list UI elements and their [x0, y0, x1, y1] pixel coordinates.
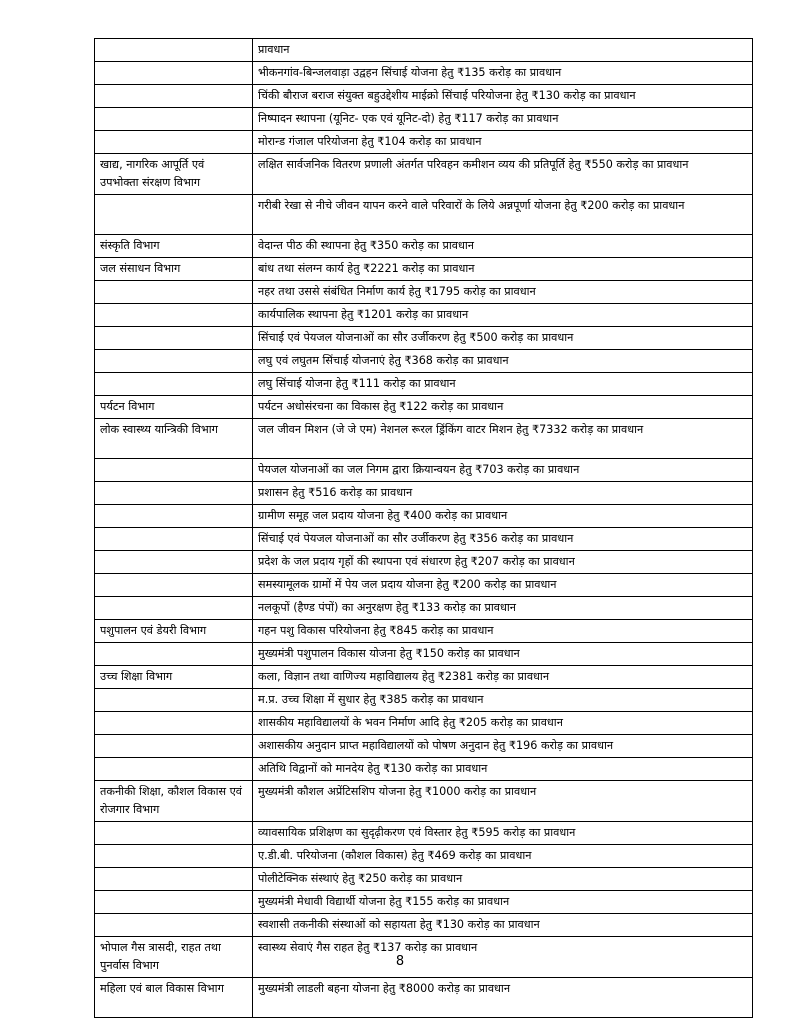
provision-cell: कार्यपालिक स्थापना हेतु ₹1201 करोड़ का प्रावधान — [253, 304, 753, 327]
table-row — [95, 350, 753, 373]
department-cell: तकनीकी शिक्षा, कौशल विकास एवं रोजगार विभाग — [95, 781, 253, 822]
department-cell — [95, 574, 253, 597]
department-cell — [95, 304, 253, 327]
table-row — [95, 712, 753, 735]
department-cell — [95, 281, 253, 304]
table-row — [95, 551, 753, 574]
department-cell: खाद्य, नागरिक आपूर्ति एवं उपभोक्ता संरक्षण विभाग — [95, 154, 253, 195]
department-cell — [95, 891, 253, 914]
department-cell: पर्यटन विभाग — [95, 396, 253, 419]
department-cell — [95, 689, 253, 712]
department-cell — [95, 528, 253, 551]
provision-cell: वेदान्त पीठ की स्थापना हेतु ₹350 करोड़ का प्रावधान — [253, 235, 753, 258]
table-row — [95, 914, 753, 937]
provision-cell: मुख्यमंत्री कौशल अप्रेंटिसशिप योजना हेतु ₹1000 करोड़ का प्रावधान — [253, 781, 753, 822]
table-row — [95, 154, 753, 195]
department-cell — [95, 758, 253, 781]
table-row — [95, 781, 753, 822]
department-cell — [95, 131, 253, 154]
department-cell — [95, 108, 253, 131]
department-cell: जल संसाधन विभाग — [95, 258, 253, 281]
provision-cell: गरीबी रेखा से नीचे जीवन यापन करने वाले परिवारों के लिये अन्नपूर्णा योजना हेतु ₹200 करोड़ का प्रावधान — [253, 195, 753, 235]
provision-cell: सिंचाई एवं पेयजल योजनाओं का सौर उर्जीकरण हेतु ₹356 करोड़ का प्रावधान — [253, 528, 753, 551]
provision-cell: अशासकीय अनुदान प्राप्त महाविद्यालयों को पोषण अनुदान हेतु ₹196 करोड़ का प्रावधान — [253, 735, 753, 758]
provision-cell: पोलीटेक्निक संस्थाएं हेतु ₹250 करोड़ का प्रावधान — [253, 868, 753, 891]
department-cell: संस्कृति विभाग — [95, 235, 253, 258]
provision-cell: अतिथि विद्वानों को मानदेय हेतु ₹130 करोड़ का प्रावधान — [253, 758, 753, 781]
table-row — [95, 868, 753, 891]
department-cell — [95, 822, 253, 845]
provision-cell: प्रशासन हेतु ₹516 करोड़ का प्रावधान — [253, 482, 753, 505]
table-row — [95, 505, 753, 528]
table-row — [95, 735, 753, 758]
table-row — [95, 62, 753, 85]
provision-cell: म.प्र. उच्च शिक्षा में सुधार हेतु ₹385 करोड़ का प्रावधान — [253, 689, 753, 712]
table-row — [95, 597, 753, 620]
provision-cell: कला, विज्ञान तथा वाणिज्य महाविद्यालय हेतु ₹2381 करोड़ का प्रावधान — [253, 666, 753, 689]
department-cell — [95, 62, 253, 85]
table-row — [95, 85, 753, 108]
table-row — [95, 643, 753, 666]
page-number: 8 — [395, 954, 405, 969]
department-cell — [95, 551, 253, 574]
provision-cell: पर्यटन अधोसंरचना का विकास हेतु ₹122 करोड़ का प्रावधान — [253, 396, 753, 419]
table-row — [95, 258, 753, 281]
department-cell — [95, 643, 253, 666]
table-row — [95, 419, 753, 459]
provision-cell: समस्यामूलक ग्रामों में पेय जल प्रदाय योजना हेतु ₹200 करोड़ का प्रावधान — [253, 574, 753, 597]
provision-cell: मुख्यमंत्री मेधावी विद्यार्थी योजना हेतु ₹155 करोड़ का प्रावधान — [253, 891, 753, 914]
table-row — [95, 822, 753, 845]
department-cell — [95, 712, 253, 735]
table-body — [95, 39, 753, 1018]
department-cell — [95, 350, 253, 373]
provision-cell: व्यावसायिक प्रशिक्षण का सुदृढ़ीकरण एवं विस्तार हेतु ₹595 करोड़ का प्रावधान — [253, 822, 753, 845]
provision-cell: चिंकी बौराज बराज संयुक्त बहुउद्देशीय माईक्रो सिंचाई परियोजना हेतु ₹130 करोड़ का प्रावधान — [253, 85, 753, 108]
provision-cell: लक्षित सार्वजनिक वितरण प्रणाली अंतर्गत परिवहन कमीशन व्यय की प्रतिपूर्ति हेतु ₹550 करोड़ का प्रावधान — [253, 154, 753, 195]
table-row — [95, 195, 753, 235]
department-cell — [95, 868, 253, 891]
budget-provisions-table — [94, 38, 753, 1018]
provision-cell: पेयजल योजनाओं का जल निगम द्वारा क्रियान्वयन हेतु ₹703 करोड़ का प्रावधान — [253, 459, 753, 482]
department-cell — [95, 195, 253, 235]
provision-cell: जल जीवन मिशन (जे जे एम) नेशनल रूरल ड्रिंकिंग वाटर मिशन हेतु ₹7332 करोड़ का प्रावधान — [253, 419, 753, 459]
department-cell — [95, 459, 253, 482]
department-cell — [95, 914, 253, 937]
provision-cell: ग्रामीण समूह जल प्रदाय योजना हेतु ₹400 करोड़ का प्रावधान — [253, 505, 753, 528]
provision-cell: मुख्यमंत्री पशुपालन विकास योजना हेतु ₹150 करोड़ का प्रावधान — [253, 643, 753, 666]
provision-cell: प्रावधान — [253, 39, 753, 62]
provision-cell: निष्पादन स्थापना (यूनिट- एक एवं यूनिट-दो) हेतु ₹117 करोड़ का प्रावधान — [253, 108, 753, 131]
provision-cell: बांध तथा संलग्न कार्य हेतु ₹2221 करोड़ का प्रावधान — [253, 258, 753, 281]
provision-cell: भीकनगांव-बिन्जलवाड़ा उद्वहन सिंचाई योजना हेतु ₹135 करोड़ का प्रावधान — [253, 62, 753, 85]
table-row — [95, 758, 753, 781]
provision-cell: लघु एवं लघुतम सिंचाई योजनाएं हेतु ₹368 करोड़ का प्रावधान — [253, 350, 753, 373]
table-row — [95, 620, 753, 643]
department-cell: पशुपालन एवं डेयरी विभाग — [95, 620, 253, 643]
provision-cell: नलकूपों (हैण्ड पंपों) का अनुरक्षण हेतु ₹133 करोड़ का प्रावधान — [253, 597, 753, 620]
table-row — [95, 574, 753, 597]
table-row — [95, 39, 753, 62]
provision-cell: स्वास्थ्य सेवाएं गैस राहत हेतु ₹137 करोड़ का प्रावधान — [253, 937, 753, 978]
department-cell: लोक स्वास्थ्य यान्त्रिकी विभाग — [95, 419, 253, 459]
table-row — [95, 108, 753, 131]
table-row — [95, 373, 753, 396]
table-row — [95, 528, 753, 551]
table-row — [95, 891, 753, 914]
provision-cell: स्वशासी तकनीकी संस्थाओं को सहायता हेतु ₹130 करोड़ का प्रावधान — [253, 914, 753, 937]
department-cell — [95, 845, 253, 868]
provision-cell: प्रदेश के जल प्रदाय गृहों की स्थापना एवं संधारण हेतु ₹207 करोड़ का प्रावधान — [253, 551, 753, 574]
department-cell — [95, 85, 253, 108]
department-cell — [95, 735, 253, 758]
table-row — [95, 304, 753, 327]
department-cell: महिला एवं बाल विकास विभाग — [95, 978, 253, 1018]
table-row — [95, 689, 753, 712]
department-cell: भोपाल गैस त्रासदी, राहत तथा पुनर्वास विभाग — [95, 937, 253, 978]
provision-cell: नहर तथा उससे संबंधित निर्माण कार्य हेतु ₹1795 करोड़ का प्रावधान — [253, 281, 753, 304]
department-cell — [95, 327, 253, 350]
table-row — [95, 459, 753, 482]
table-row — [95, 281, 753, 304]
department-cell — [95, 505, 253, 528]
table-row — [95, 666, 753, 689]
provision-cell: शासकीय महाविद्यालयों के भवन निर्माण आदि हेतु ₹205 करोड़ का प्रावधान — [253, 712, 753, 735]
table-row — [95, 482, 753, 505]
table-row — [95, 978, 753, 1018]
department-cell — [95, 373, 253, 396]
table-row — [95, 131, 753, 154]
provision-cell: मोरान्ड गंजाल परियोजना हेतु ₹104 करोड़ का प्रावधान — [253, 131, 753, 154]
department-cell — [95, 482, 253, 505]
table-row — [95, 396, 753, 419]
department-cell — [95, 39, 253, 62]
table-row — [95, 235, 753, 258]
department-cell: उच्च शिक्षा विभाग — [95, 666, 253, 689]
provision-cell: गहन पशु विकास परियोजना हेतु ₹845 करोड़ का प्रावधान — [253, 620, 753, 643]
provision-cell: सिंचाई एवं पेयजल योजनाओं का सौर उर्जीकरण हेतु ₹500 करोड़ का प्रावधान — [253, 327, 753, 350]
provision-cell: मुख्यमंत्री लाडली बहना योजना हेतु ₹8000 करोड़ का प्रावधान — [253, 978, 753, 1018]
provision-cell: लघु सिंचाई योजना हेतु ₹111 करोड़ का प्रावधान — [253, 373, 753, 396]
table-row — [95, 845, 753, 868]
department-cell — [95, 597, 253, 620]
provision-cell: ए.डी.बी. परियोजना (कौशल विकास) हेतु ₹469 करोड़ का प्रावधान — [253, 845, 753, 868]
table-row — [95, 327, 753, 350]
